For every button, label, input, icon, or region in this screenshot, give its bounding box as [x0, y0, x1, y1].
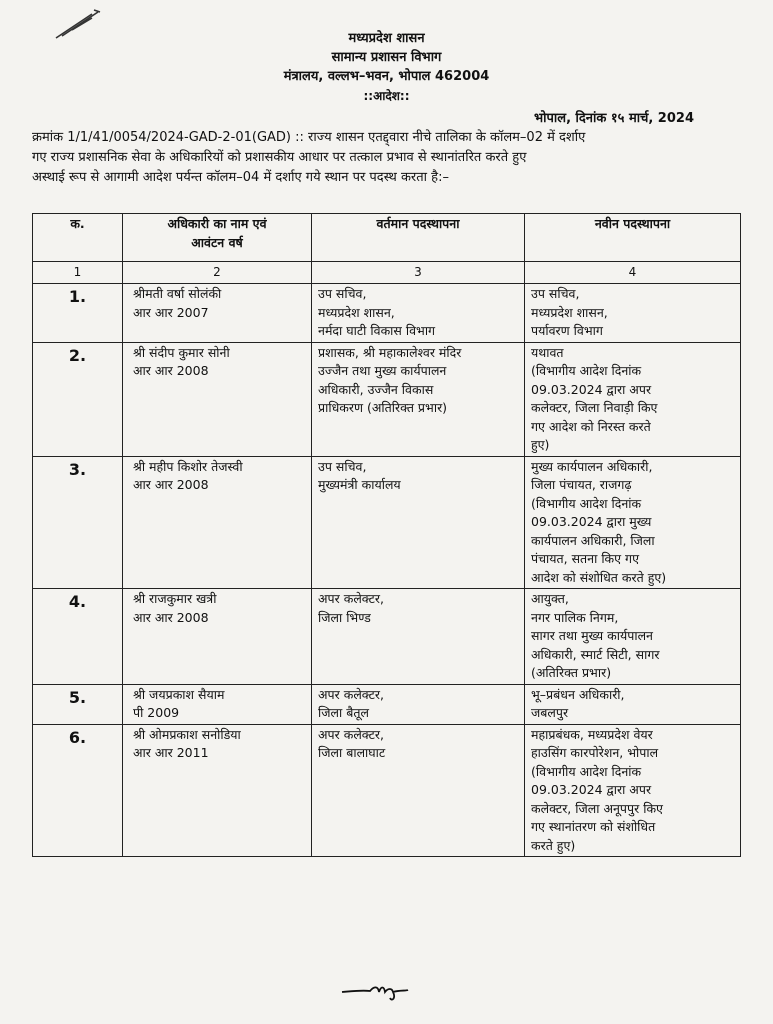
current-posting-line: नर्मदा घाटी विकास विभाग: [318, 323, 436, 338]
officer-name-line: आर आर 2008: [133, 609, 209, 625]
new-posting-cell: [525, 684, 741, 724]
intro-line: अस्थाई रूप से आगामी आदेश पर्यन्त कॉलम–04 में दर्शाए गये स्थान पर पदस्थ करता है:–: [32, 170, 449, 185]
current-posting-line: अधिकारी, उज्जैन विकास: [318, 381, 434, 397]
new-posting-line: सागर तथा मुख्य कार्यपालन: [531, 628, 653, 643]
new-posting-cell: [525, 724, 741, 857]
serial-number-cell: 6.: [33, 724, 123, 857]
new-posting-line: कार्यपालन अधिकारी, जिला: [531, 532, 655, 548]
index-cell: 1: [33, 262, 123, 284]
new-posting-cell: [525, 342, 741, 456]
current-posting-cell: [312, 684, 525, 724]
new-posting-line: (विभागीय आदेश दिनांक: [531, 363, 642, 378]
officer-name-line: आर आर 2011: [133, 745, 209, 760]
officer-name-line: पी 2009: [133, 705, 180, 720]
current-posting-cell: [312, 589, 525, 685]
serial-number-cell: 2.: [33, 342, 123, 456]
new-posting-line: कलेक्टर, जिला निवाड़ी किए: [531, 400, 658, 415]
officer-name-cell: [123, 724, 312, 857]
new-posting-line: पर्यावरण विभाग: [531, 323, 603, 338]
date-line: भोपाल, दिनांक १५ मार्च, 2024: [534, 111, 694, 126]
current-posting-line: जिला बालाघाट: [318, 745, 386, 760]
new-posting-line: महाप्रबंधक, मध्यप्रदेश वेयर: [531, 726, 653, 742]
new-posting-line: 09.03.2024 द्वारा अपर: [531, 782, 652, 797]
officer-name-line: श्रीमती वर्षा सोलंकी: [133, 286, 222, 301]
new-posting-line: (विभागीय आदेश दिनांक: [531, 495, 642, 511]
index-cell: 2: [123, 262, 312, 284]
officer-name-line: आर आर 2008: [133, 363, 209, 378]
current-posting-line: अपर कलेक्टर,: [318, 726, 385, 742]
col-header-officer: [123, 214, 312, 262]
new-posting-line: आयुक्त,: [531, 591, 569, 606]
transfer-table: [32, 213, 741, 857]
header-line-government: मध्यप्रदेश शासन: [348, 31, 425, 46]
current-posting-line: अपर कलेक्टर,: [318, 591, 385, 606]
table-row: [33, 456, 741, 589]
current-posting-line: जिला बैतूल: [318, 705, 369, 720]
new-posting-line: नगर पालिक निगम,: [531, 609, 619, 625]
new-posting-line: भू–प्रबंधन अधिकारी,: [531, 686, 625, 702]
officer-name-line: श्री संदीप कुमार सोनी: [133, 344, 230, 360]
current-posting-line: मध्यप्रदेश शासन,: [318, 304, 395, 320]
intro-line: गए राज्य प्रशासनिक सेवा के अधिकारियों को प्रशासकीय आधार पर तत्काल प्रभाव से स्थानांतरित करते हुए: [32, 150, 527, 165]
col-header-officer-line: आवंटन वर्ष: [191, 234, 243, 250]
current-posting-line: उप सचिव,: [318, 286, 367, 301]
index-cell: 3: [312, 262, 525, 284]
new-posting-line: गए स्थानांतरण को संशोधित: [531, 819, 656, 834]
new-posting-line: 09.03.2024 द्वारा मुख्य: [531, 514, 652, 529]
col-header-serial: क.: [33, 214, 123, 262]
current-posting-cell: [312, 284, 525, 343]
new-posting-line: (विभागीय आदेश दिनांक: [531, 763, 642, 779]
serial-number-cell: 1.: [33, 284, 123, 343]
current-posting-cell: [312, 342, 525, 456]
serial-number-cell: 3.: [33, 456, 123, 589]
header-line-department: सामान्य प्रशासन विभाग: [331, 50, 442, 65]
intro-line: क्रमांक 1/1/41/0054/2024-GAD-2-01(GAD) :: राज्य शासन एतद्द्वारा नीचे तालिका के कॉलम–02 में दर्शाए: [32, 130, 586, 145]
officer-name-cell: [123, 342, 312, 456]
officer-name-cell: [123, 456, 312, 589]
new-posting-line: यथावत: [531, 344, 564, 360]
new-posting-cell: [525, 284, 741, 343]
table-index-row: [33, 262, 741, 284]
current-posting-line: प्रशासक, श्री महाकालेश्वर मंदिर: [318, 344, 462, 360]
new-posting-cell: [525, 589, 741, 685]
new-posting-line: हुए): [531, 437, 550, 452]
officer-name-cell: [123, 589, 312, 685]
serial-number-cell: 5.: [33, 684, 123, 724]
table-row: [33, 589, 741, 685]
officer-name-line: श्री राजकुमार खत्री: [133, 591, 217, 606]
col-header-new-posting: नवीन पदस्थापना: [525, 214, 741, 262]
new-posting-line: मुख्य कार्यपालन अधिकारी,: [531, 458, 653, 474]
col-header-current-posting: वर्तमान पदस्थापना: [312, 214, 525, 262]
current-posting-cell: [312, 724, 525, 857]
signature-mark: [340, 978, 410, 1002]
new-posting-line: जबलपुर: [531, 705, 569, 720]
new-posting-line: कलेक्टर, जिला अनूपपुर किए: [531, 800, 663, 816]
table-row: [33, 342, 741, 456]
officer-name-line: श्री जयप्रकाश सैयाम: [133, 686, 225, 702]
new-posting-line: (अतिरिक्त प्रभार): [531, 665, 612, 680]
current-posting-line: अपर कलेक्टर,: [318, 686, 385, 702]
serial-number-cell: 4.: [33, 589, 123, 685]
table-header-row: [33, 214, 741, 262]
officer-name-line: श्री ओमप्रकाश सनोडिया: [133, 726, 241, 742]
new-posting-line: आदेश को संशोधित करते हुए): [531, 569, 667, 585]
officer-name-cell: [123, 684, 312, 724]
new-posting-line: जिला पंचायत, राजगढ़: [531, 477, 632, 492]
current-posting-line: मुख्यमंत्री कार्यालय: [318, 477, 401, 492]
current-posting-line: उज्जैन तथा मुख्य कार्यपालन: [318, 363, 447, 378]
order-heading: ::आदेश::: [363, 89, 410, 103]
index-cell: 4: [525, 262, 741, 284]
new-posting-line: गए आदेश को निरस्त करते: [531, 418, 651, 434]
new-posting-line: उप सचिव,: [531, 286, 580, 301]
current-posting-line: प्राधिकरण (अतिरिक्त प्रभार): [318, 400, 448, 415]
officer-name-cell: [123, 284, 312, 343]
table-row: [33, 284, 741, 343]
new-posting-line: 09.03.2024 द्वारा अपर: [531, 381, 652, 397]
table-row: [33, 684, 741, 724]
new-posting-line: हाउसिंग कारपोरेशन, भोपाल: [531, 745, 659, 760]
current-posting-line: जिला भिण्ड: [318, 609, 371, 625]
new-posting-line: अधिकारी, स्मार्ट सिटी, सागर: [531, 646, 660, 662]
new-posting-line: करते हुए): [531, 837, 576, 853]
officer-name-line: श्री महीप किशोर तेजस्वी: [133, 458, 243, 474]
officer-name-line: आर आर 2008: [133, 477, 209, 492]
order-intro-paragraph: [32, 128, 727, 188]
current-posting-line: उप सचिव,: [318, 458, 367, 474]
col-header-officer-line: अधिकारी का नाम एवं: [167, 216, 267, 231]
officer-name-line: आर आर 2007: [133, 304, 209, 320]
header-line-address: मंत्रालय, वल्लभ–भवन, भोपाल 462004: [283, 69, 490, 84]
new-posting-cell: [525, 456, 741, 589]
new-posting-line: पंचायत, सतना किए गए: [531, 551, 639, 566]
table-row: [33, 724, 741, 857]
new-posting-line: मध्यप्रदेश शासन,: [531, 304, 608, 320]
current-posting-cell: [312, 456, 525, 589]
